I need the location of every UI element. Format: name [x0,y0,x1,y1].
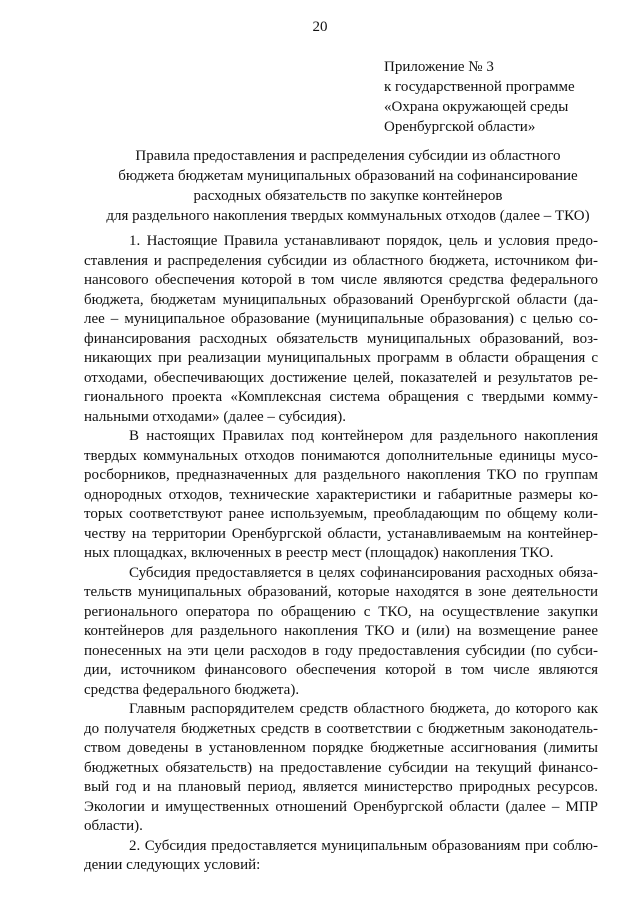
paragraph-line: лее – муниципальное образование (муниципальные образования) с целью со- [84,311,598,327]
paragraph-line: ством доведены в установленном порядке бюджетные ассигнования (лимиты [84,740,598,756]
paragraph-line: нансового обеспечения которой в том числе являются средства федерального [84,272,598,288]
page-number: 20 [312,19,328,35]
paragraph-line: Главным распорядителем средств областного бюджета, до которого как [129,701,598,717]
paragraph-line: Экологии и имущественных отношений Оренбургской области (далее – МПР [84,798,598,815]
document-body [84,232,598,876]
title-line: Правила предоставления и распределения субсидии из областного [135,148,561,164]
paragraph-line: твердых коммунальных отходов понимаются дополнительные единицы мусо- [84,447,598,464]
paragraph-line: бюджетных обязательств) на предоставление субсидии на текущий финансо- [84,759,598,776]
paragraph-line: средства федерального бюджета). [84,681,300,698]
appendix-line: «Охрана окружающей среды [384,99,569,115]
appendix-header [384,57,624,137]
paragraph-line: регионального оператора по обращению с ТКО, на осуществление закупки [84,603,598,620]
paragraph-line: дии, источником финансового обеспечения которой в том числе являются [84,662,598,678]
paragraph-line: области). [84,818,143,834]
paragraph-line: вый год и на плановый период, является министерство природных ресурсов. [84,779,598,795]
body-paragraph [84,837,598,876]
body-paragraph [84,564,598,701]
paragraph-line: честву на территории Оренбургской области, устанавливаемым на контейнер- [84,525,598,542]
paragraph-line: гионального проекта «Комплексная система обращения с твердыми комму- [84,389,598,405]
paragraph-line: контейнеров для раздельного накопления ТКО и (или) на возмещение ранее [84,623,598,639]
appendix-line: к государственной программе [384,79,575,95]
title-line: бюджета бюджетам муниципальных образований на софинансирование [118,168,578,184]
body-paragraph [84,232,598,427]
paragraph-line: дении следующих условий: [84,857,261,873]
title-line: для раздельного накопления твердых коммунальных отходов (далее – ТКО) [106,208,590,224]
paragraph-line: нальными отходами» (далее – субсидия). [84,408,347,425]
paragraph-line: 2. Субсидия предоставляется муниципальным образованиям при соблю- [129,837,598,854]
body-paragraph [84,427,598,564]
paragraph-line: Субсидия предоставляется в целях софинансирования расходных обяза- [129,564,598,581]
paragraph-line: ставления и распределения субсидии из областного бюджета, источником фи- [84,252,598,269]
document-title [70,146,626,226]
body-paragraph [84,700,598,837]
paragraph-line: однородных отходов, технические характеристики и габаритные размеры ко- [84,486,598,503]
paragraph-line: понесенных на эти цели расходов в году предоставления субсидии (по субси- [84,642,598,659]
appendix-line: Оренбургской области» [384,119,536,135]
paragraph-line: финансирования расходных обязательств муниципальных образований, воз- [84,330,598,347]
paragraph-line: 1. Настоящие Правила устанавливают порядок, цель и условия предо- [129,233,598,249]
paragraph-line: до получателя бюджетных средств в соответствии с бюджетным законодатель- [84,720,598,737]
paragraph-line: росборников, предназначенных для раздельного накопления ТКО по группам [84,467,598,483]
paragraph-line: торых соответствуют ранее используемым, преобладающим по общему коли- [84,506,598,522]
appendix-line: Приложение № 3 [384,59,494,75]
paragraph-line: ных площадках, включенных в реестр мест (площадок) накопления ТКО. [84,545,554,561]
paragraph-line: никающих при реализации муниципальных программ в области обращения с [84,350,598,366]
paragraph-line: тельств муниципальных образований, которые находятся в зоне деятельности [84,584,598,600]
paragraph-line: В настоящих Правилах под контейнером для раздельного накопления [129,428,598,444]
paragraph-line: бюджета, бюджетам муниципальных образований Оренбургской области (да- [84,291,598,308]
paragraph-line: отходами, обеспечивающих достижение целей, показателей и результатов ре- [84,369,598,386]
title-line: расходных обязательств по закупке контейнеров [193,188,503,204]
